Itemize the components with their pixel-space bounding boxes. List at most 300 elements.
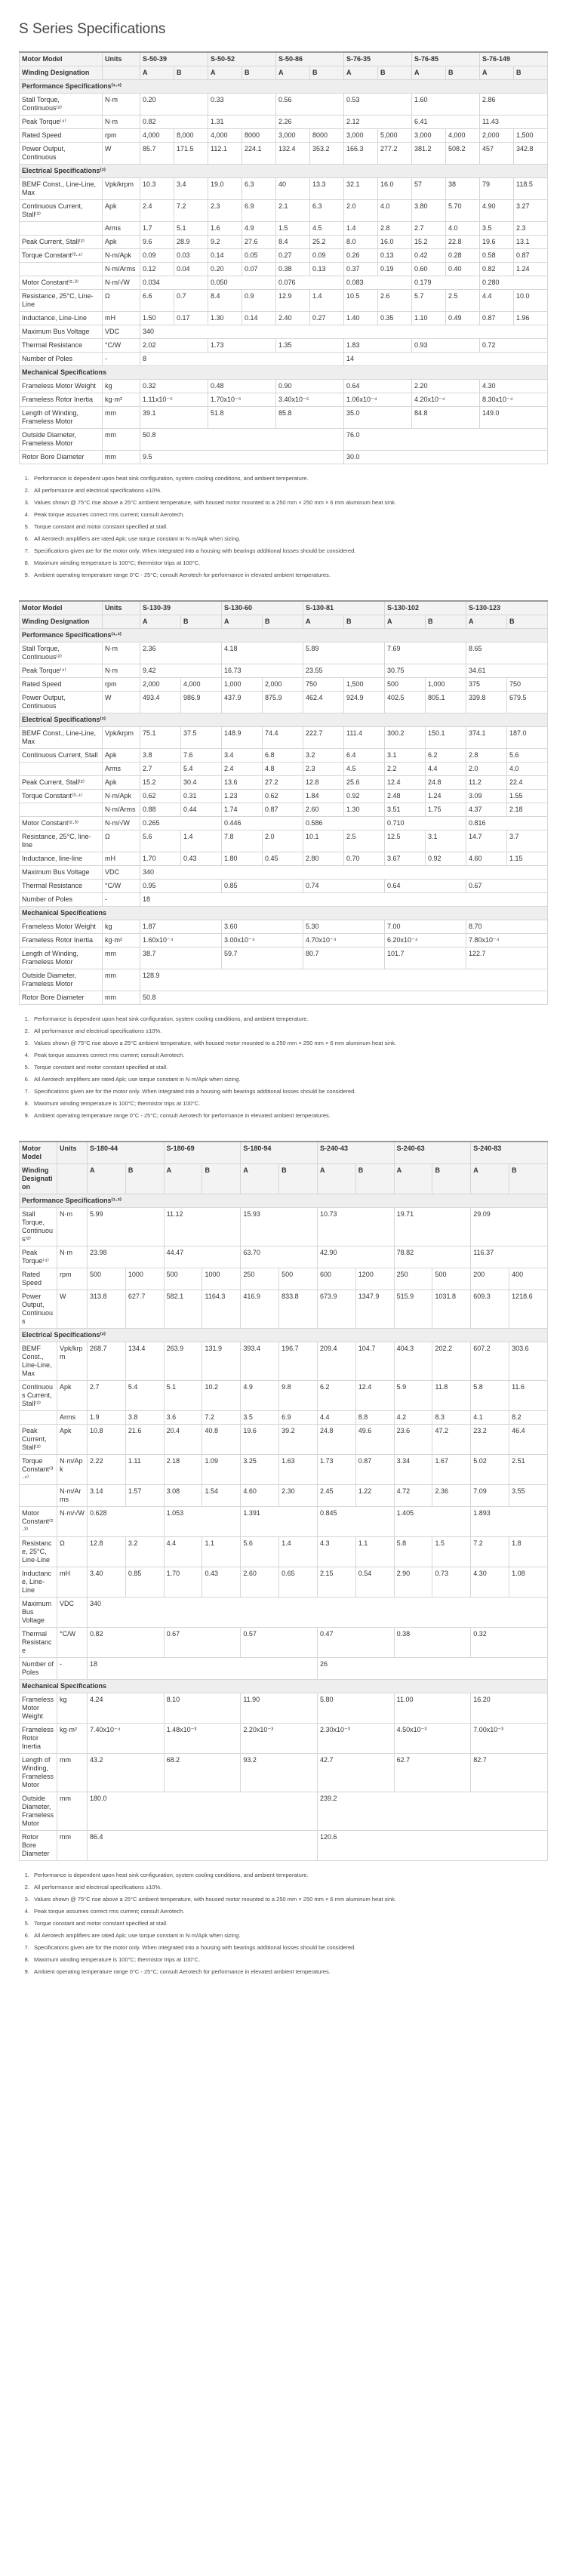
value-cell: 12.8 (88, 1537, 126, 1567)
row-unit: N·m/√W (103, 817, 140, 830)
value-cell: 8.4 (208, 290, 242, 312)
row-label (20, 263, 103, 276)
spec-row (20, 325, 548, 339)
value-cell: 0.53 (344, 94, 412, 116)
value-cell: 4.50x10⁻³ (394, 1724, 471, 1754)
value-cell: 340 (88, 1598, 548, 1628)
footnote: 6. All Aerotech amplifiers are rated Apk; use torque constant in N·m/Apk when sizing. (31, 535, 544, 543)
row-unit: N·m/√W (103, 276, 140, 290)
row-unit: N·m/Apk (103, 249, 140, 263)
value-cell: 0.13 (378, 249, 412, 263)
model-header: S-130-102 (385, 601, 466, 615)
row-unit: mH (103, 852, 140, 866)
value-cell: 5.80 (317, 1693, 394, 1724)
header-cell: Units (103, 52, 140, 66)
value-cell: 0.9 (242, 290, 276, 312)
value-cell: 4.37 (466, 803, 507, 817)
value-cell: 0.43 (202, 1567, 241, 1598)
value-cell: 0.42 (412, 249, 446, 263)
value-cell: 51.8 (208, 407, 276, 429)
section-title: Mechanical Specifications (20, 1680, 548, 1693)
value-cell: 200 (471, 1268, 509, 1290)
value-cell: 24.8 (317, 1425, 355, 1455)
value-cell: 11.8 (432, 1381, 471, 1411)
value-cell: 0.62 (263, 790, 303, 803)
value-cell: 2.5 (446, 290, 480, 312)
model-header: S-76-35 (344, 52, 412, 66)
row-unit: N·m/Arms (103, 803, 140, 817)
value-cell: 0.083 (344, 276, 412, 290)
value-cell: 0.628 (88, 1507, 165, 1537)
row-label: Motor Constant⁽²·³⁾ (20, 1507, 57, 1537)
value-cell: 1,000 (426, 678, 466, 692)
row-unit: N·m/Arms (57, 1485, 88, 1507)
value-cell: 1.6 (208, 222, 242, 236)
value-cell: 0.87 (514, 249, 548, 263)
spec-row (20, 1290, 548, 1329)
row-unit: kg·m² (57, 1724, 88, 1754)
spec-row (20, 312, 548, 325)
footnote: 3. Values shown @ 75°C rise above a 25°C ambient temperature, with housed motor mounted to a 250 mm × 250 mm × 6 mm aluminum heat sink. (31, 499, 544, 507)
header-cell: Units (57, 1142, 88, 1164)
value-cell: 10.5 (344, 290, 378, 312)
value-cell: 1.84 (303, 790, 344, 803)
model-header: S-180-44 (88, 1142, 165, 1164)
value-cell: 74.4 (263, 727, 303, 749)
value-cell: 0.35 (378, 312, 412, 325)
value-cell: 2.86 (480, 94, 548, 116)
value-cell: 1.4 (279, 1537, 318, 1567)
value-cell: 5.70 (446, 200, 480, 222)
spec-block (6, 1141, 557, 1976)
value-cell: 26 (317, 1658, 547, 1680)
row-label: Thermal Resistance (20, 1628, 57, 1658)
value-cell: 7.00x10⁻³ (471, 1724, 548, 1754)
row-label: Outside Diameter, Frameless Motor (20, 429, 103, 451)
value-cell: 404.3 (394, 1342, 432, 1381)
row-unit: mm (103, 407, 140, 429)
value-cell: 2.48 (385, 790, 426, 803)
value-cell: 1000 (125, 1268, 164, 1290)
row-unit: N·m/Arms (103, 263, 140, 276)
value-cell: 8.30x10⁻⁴ (480, 393, 548, 407)
winding-row (20, 1164, 548, 1194)
section-title: Mechanical Specifications (20, 907, 548, 920)
row-unit: - (57, 1658, 88, 1680)
value-cell: 2.1 (276, 200, 310, 222)
value-cell: 12.4 (385, 776, 426, 790)
value-cell: 875.9 (263, 692, 303, 713)
value-cell: A (222, 615, 263, 629)
value-cell: 0.64 (385, 880, 466, 893)
value-cell: 32.1 (344, 178, 378, 200)
value-cell: 1.4 (310, 290, 344, 312)
value-cell: 416.9 (241, 1290, 279, 1329)
spec-row (20, 129, 548, 143)
row-unit: rpm (103, 678, 140, 692)
value-cell: 342.8 (514, 143, 548, 165)
value-cell: 1200 (355, 1268, 394, 1290)
model-header: S-50-39 (140, 52, 208, 66)
value-cell: 0.050 (208, 276, 276, 290)
value-cell: 16.20 (471, 1693, 548, 1724)
value-cell: 381.2 (412, 143, 446, 165)
row-label: Stall Torque, Continuous⁽²⁾ (20, 1208, 57, 1246)
value-cell: 2.40 (276, 312, 310, 325)
value-cell: A (208, 66, 242, 80)
value-cell: 3.40 (88, 1567, 126, 1598)
spec-tables (6, 51, 557, 1976)
row-label: Peak Current, Stall⁽²⁾ (20, 776, 103, 790)
value-cell: 4.4 (480, 290, 514, 312)
row-label: Outside Diameter, Frameless Motor (20, 1792, 57, 1831)
spec-row (20, 1831, 548, 1861)
value-cell: 76.0 (344, 429, 548, 451)
spec-row (20, 178, 548, 200)
value-cell: 0.034 (140, 276, 208, 290)
value-cell: 437.9 (222, 692, 263, 713)
value-cell: B (446, 66, 480, 80)
row-label: Number of Poles (20, 1658, 57, 1680)
row-unit: Ω (103, 290, 140, 312)
value-cell: 0.87 (480, 312, 514, 325)
value-cell: 16.0 (378, 178, 412, 200)
value-cell: 4.4 (317, 1411, 355, 1425)
row-label: Frameless Motor Weight (20, 920, 103, 934)
header-cell: Motor Model (20, 52, 103, 66)
value-cell: 8.0 (344, 236, 378, 249)
value-cell: 1.80 (222, 852, 263, 866)
row-unit: N·m/Apk (103, 790, 140, 803)
value-cell: 42.7 (317, 1754, 394, 1792)
value-cell: 3.08 (164, 1485, 202, 1507)
value-cell: 1.22 (355, 1485, 394, 1507)
row-unit: rpm (57, 1268, 88, 1290)
spec-row (20, 1567, 548, 1598)
value-cell: 582.1 (164, 1290, 202, 1329)
value-cell: 340 (140, 866, 548, 880)
value-cell: 5.02 (471, 1455, 509, 1485)
value-cell: 15.2 (140, 776, 181, 790)
spec-row (20, 290, 548, 312)
value-cell: 25.6 (344, 776, 385, 790)
value-cell: 493.4 (140, 692, 181, 713)
header-cell: Units (103, 601, 140, 615)
value-cell: 1.30 (344, 803, 385, 817)
value-cell: 2.22 (88, 1455, 126, 1485)
value-cell: 0.47 (317, 1628, 394, 1658)
value-cell: 4.90 (480, 200, 514, 222)
row-label: Continuous Current, Stall⁽²⁾ (20, 1381, 57, 1411)
value-cell: 5.9 (394, 1381, 432, 1411)
section-title: Electrical Specifications⁽²⁾ (20, 165, 548, 178)
value-cell: 4.1 (471, 1411, 509, 1425)
value-cell: 111.4 (344, 727, 385, 749)
model-header: S-50-52 (208, 52, 276, 66)
value-cell: 4.0 (446, 222, 480, 236)
value-cell: 0.37 (344, 263, 378, 276)
value-cell: 128.9 (140, 969, 548, 991)
value-cell: 0.67 (164, 1628, 241, 1658)
spec-row (20, 249, 548, 263)
value-cell: 1.63 (279, 1455, 318, 1485)
value-cell: 7.40x10⁻⁴ (88, 1724, 165, 1754)
value-cell: 0.43 (181, 852, 222, 866)
value-cell: 0.54 (355, 1567, 394, 1598)
row-unit: Ω (103, 830, 140, 852)
section-title: Electrical Specifications⁽²⁾ (20, 713, 548, 727)
value-cell: A (317, 1164, 355, 1194)
row-unit: mm (57, 1792, 88, 1831)
row-unit: W (57, 1290, 88, 1329)
row-unit: Ω (57, 1537, 88, 1567)
spec-row (20, 1792, 548, 1831)
value-cell: 1.31 (208, 116, 276, 129)
value-cell: 28.9 (174, 236, 208, 249)
footnote: 8. Maximum winding temperature is 100°C; thermistor trips at 100°C. (31, 1100, 544, 1108)
value-cell: 1.11 (125, 1455, 164, 1485)
spec-row (20, 94, 548, 116)
value-cell: 4.5 (344, 763, 385, 776)
row-label: Maximum Bus Voltage (20, 866, 103, 880)
value-cell: 0.64 (344, 380, 412, 393)
value-cell: 5.99 (88, 1208, 165, 1246)
row-label: Stall Torque, Continuous⁽²⁾ (20, 94, 103, 116)
model-header: S-76-149 (480, 52, 548, 66)
value-cell: 2.02 (140, 339, 208, 353)
value-cell: 1.1 (202, 1537, 241, 1567)
value-cell: 11.43 (480, 116, 548, 129)
value-cell: 43.2 (88, 1754, 165, 1792)
value-cell: 508.2 (446, 143, 480, 165)
value-cell: 2,000 (480, 129, 514, 143)
value-cell: 0.33 (208, 94, 276, 116)
row-unit: kg·m² (103, 934, 140, 948)
row-unit: Vpk/krpm (103, 727, 140, 749)
value-cell: 8.70 (466, 920, 548, 934)
row-label: Rotor Bore Diameter (20, 451, 103, 464)
value-cell: 16.0 (378, 236, 412, 249)
value-cell: 2,000 (263, 678, 303, 692)
winding-row (20, 66, 548, 80)
value-cell: 5,000 (378, 129, 412, 143)
value-cell: B (174, 66, 208, 80)
value-cell: 44.47 (164, 1246, 241, 1268)
value-cell: 40.8 (202, 1425, 241, 1455)
value-cell: 5.4 (125, 1381, 164, 1411)
value-cell: 500 (164, 1268, 202, 1290)
row-unit: N·m (103, 94, 140, 116)
value-cell: 2.8 (378, 222, 412, 236)
row-unit: W (103, 692, 140, 713)
value-cell: 23.55 (303, 664, 385, 678)
value-cell: 104.7 (355, 1342, 394, 1381)
value-cell: 4.72 (394, 1485, 432, 1507)
value-cell: 600 (317, 1268, 355, 1290)
value-cell: 0.13 (310, 263, 344, 276)
value-cell: 4.0 (378, 200, 412, 222)
value-cell: A (466, 615, 507, 629)
value-cell: 1218.6 (509, 1290, 548, 1329)
value-cell: 239.2 (317, 1792, 547, 1831)
value-cell: 19.71 (394, 1208, 471, 1246)
value-cell: 0.87 (355, 1455, 394, 1485)
row-label: Rotor Bore Diameter (20, 1831, 57, 1861)
footnote: 9. Ambient operating temperature range 0°C - 25°C; consult Aerotech for performance in elevated ambient temperatures. (31, 1968, 544, 1976)
spec-row (20, 920, 548, 934)
value-cell: 9.2 (208, 236, 242, 249)
row-label: Frameless Motor Weight (20, 1693, 57, 1724)
model-header: S-180-69 (164, 1142, 241, 1164)
value-cell: 3.55 (509, 1485, 548, 1507)
value-cell: 12.4 (355, 1381, 394, 1411)
spec-row (20, 692, 548, 713)
winding-row (20, 615, 548, 629)
section-row (20, 80, 548, 94)
value-cell: 3.2 (303, 749, 344, 763)
value-cell: 3.4 (174, 178, 208, 200)
row-label: Peak Torque⁽⁴⁾ (20, 1246, 57, 1268)
spec-row (20, 236, 548, 249)
value-cell: 49.6 (355, 1425, 394, 1455)
value-cell: A (394, 1164, 432, 1194)
value-cell: 6.6 (140, 290, 174, 312)
value-cell: 0.04 (174, 263, 208, 276)
footnote: 1. Performance is dependent upon heat sink configuration, system cooling conditions, and ambient temperature. (31, 1015, 544, 1023)
value-cell: B (181, 615, 222, 629)
value-cell: A (164, 1164, 202, 1194)
value-cell: 1.35 (276, 339, 344, 353)
value-cell: 1.15 (507, 852, 548, 866)
value-cell: 250 (394, 1268, 432, 1290)
value-cell: 79 (480, 178, 514, 200)
value-cell: 0.70 (344, 852, 385, 866)
value-cell: 1.5 (432, 1537, 471, 1567)
value-cell: 30.75 (385, 664, 466, 678)
value-cell: 2.20 (412, 380, 480, 393)
value-cell: 2.15 (317, 1567, 355, 1598)
value-cell: 457 (480, 143, 514, 165)
value-cell: 19.6 (480, 236, 514, 249)
value-cell: 0.586 (303, 817, 385, 830)
footnote: 6. All Aerotech amplifiers are rated Apk; use torque constant in N·m/Apk when sizing. (31, 1932, 544, 1940)
row-unit: VDC (103, 325, 140, 339)
value-cell: 39.1 (140, 407, 208, 429)
value-cell: 2.90 (394, 1567, 432, 1598)
footnote: 7. Specifications given are for the motor only. When integrated into a housing with bearings additional losses should be considered. (31, 1944, 544, 1952)
value-cell: 62.7 (394, 1754, 471, 1792)
value-cell: 46.4 (509, 1425, 548, 1455)
spec-row (20, 1754, 548, 1792)
value-cell: 679.5 (507, 692, 548, 713)
value-cell: 10.8 (88, 1425, 126, 1455)
spec-row (20, 790, 548, 803)
value-cell: 2.30 (279, 1485, 318, 1507)
value-cell: 4.60 (466, 852, 507, 866)
spec-row (20, 1658, 548, 1680)
value-cell: 2.36 (140, 642, 222, 664)
value-cell: 1.54 (202, 1485, 241, 1507)
value-cell: 0.14 (208, 249, 242, 263)
spec-table (19, 600, 548, 1005)
value-cell: 6.2 (426, 749, 466, 763)
value-cell: 0.14 (242, 312, 276, 325)
value-cell: 673.9 (317, 1290, 355, 1329)
value-cell: 2.4 (222, 763, 263, 776)
value-cell: 4.4 (426, 763, 466, 776)
row-label: Power Output, Continuous (20, 1290, 57, 1329)
footnotes (19, 475, 544, 579)
value-cell: 85.7 (140, 143, 174, 165)
model-header: S-240-83 (471, 1142, 548, 1164)
value-cell: 986.9 (181, 692, 222, 713)
value-cell: 0.92 (344, 790, 385, 803)
value-cell: 22.8 (446, 236, 480, 249)
value-cell: 0.20 (140, 94, 208, 116)
spec-row (20, 934, 548, 948)
value-cell: 11.2 (466, 776, 507, 790)
value-cell: 171.5 (174, 143, 208, 165)
value-cell: 0.845 (317, 1507, 394, 1537)
value-cell: 2.12 (344, 116, 412, 129)
value-cell: 1.70 (140, 852, 181, 866)
value-cell: 19.6 (241, 1425, 279, 1455)
value-cell: 7.80x10⁻⁴ (466, 934, 548, 948)
value-cell: 607.2 (471, 1342, 509, 1381)
row-unit: N·m (103, 664, 140, 678)
row-label: Length of Winding, Frameless Motor (20, 1754, 57, 1792)
row-label: Winding Designation (20, 615, 103, 629)
value-cell: 8.2 (509, 1411, 548, 1425)
value-cell: 9.6 (140, 236, 174, 249)
value-cell: 132.4 (276, 143, 310, 165)
value-cell: 7.69 (385, 642, 466, 664)
value-cell: 250 (241, 1268, 279, 1290)
value-cell: 3,000 (344, 129, 378, 143)
value-cell: 2.51 (509, 1455, 548, 1485)
value-cell: 7.8 (222, 830, 263, 852)
value-cell: 9.8 (279, 1381, 318, 1411)
model-header: S-180-94 (241, 1142, 318, 1164)
value-cell: 4,000 (208, 129, 242, 143)
row-unit: °C/W (103, 880, 140, 893)
value-cell: 313.8 (88, 1290, 126, 1329)
value-cell: 101.7 (385, 948, 466, 969)
value-cell: 0.03 (174, 249, 208, 263)
value-cell: 6.8 (263, 749, 303, 763)
row-unit: kg (103, 920, 140, 934)
spec-row (20, 678, 548, 692)
spec-row (20, 1425, 548, 1455)
value-cell: 57 (412, 178, 446, 200)
value-cell: 6.2 (317, 1381, 355, 1411)
row-label: Frameless Rotor Inertia (20, 393, 103, 407)
value-cell: 150.1 (426, 727, 466, 749)
value-cell: 8000 (242, 129, 276, 143)
value-cell: 4,000 (140, 129, 174, 143)
value-cell: B (432, 1164, 471, 1194)
value-cell: 27.6 (242, 236, 276, 249)
value-cell: 0.67 (466, 880, 548, 893)
row-label: Motor Constant⁽²·³⁾ (20, 817, 103, 830)
spec-row (20, 852, 548, 866)
spec-row (20, 407, 548, 429)
value-cell: 4.18 (222, 642, 303, 664)
row-label: Peak Current, Stall⁽²⁾ (20, 236, 103, 249)
value-cell: 18 (88, 1658, 318, 1680)
value-cell: 277.2 (378, 143, 412, 165)
spec-table (19, 51, 548, 464)
